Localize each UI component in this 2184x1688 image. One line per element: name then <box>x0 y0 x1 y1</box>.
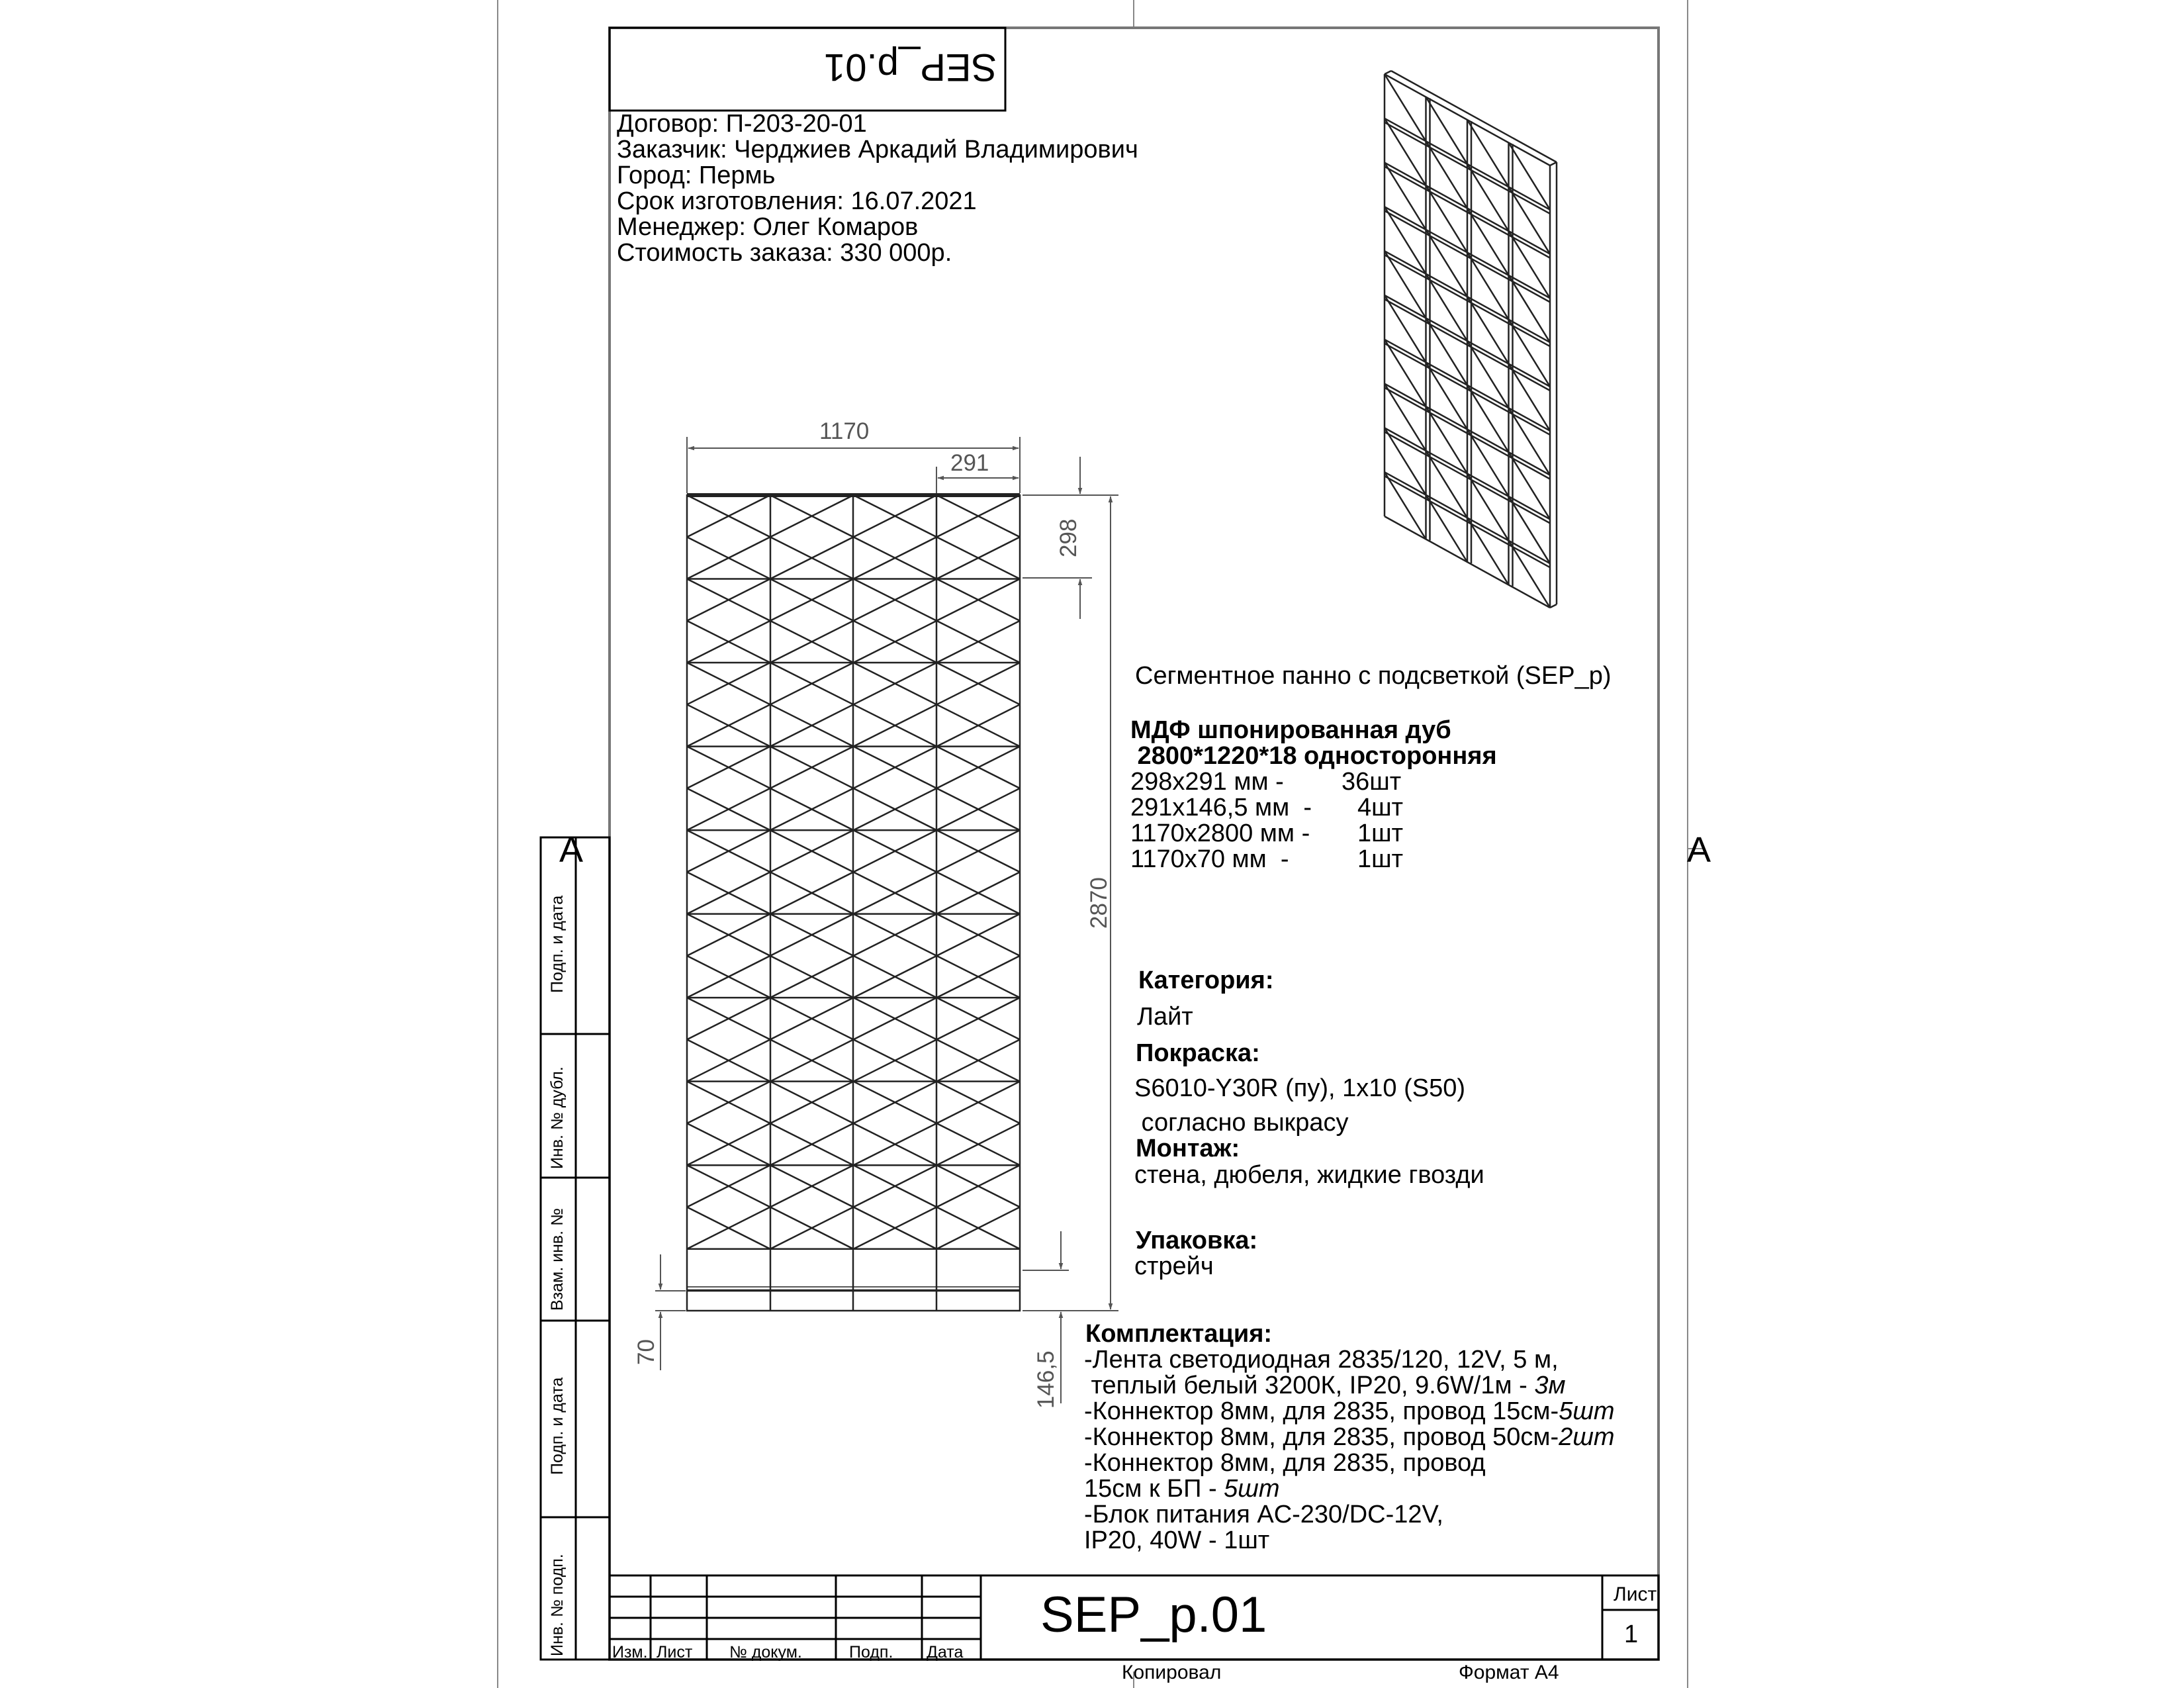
kit-line-4-text: -Коннектор 8мм, для 2835, провод 50см- <box>1084 1423 1559 1451</box>
kit-line-6-qty: 5шт <box>1224 1475 1280 1503</box>
tb-col-izm: Изм. <box>612 1643 648 1662</box>
kit-line-3-text: -Коннектор 8мм, для 2835, провод 15см- <box>1084 1397 1559 1425</box>
kit-line-4-qty: 2шт <box>1559 1423 1615 1451</box>
material-part-qty: 4шт <box>1357 794 1404 821</box>
tb-code: SEP_p.01 <box>1040 1587 1267 1643</box>
kit-line-2-qty: 3м <box>1534 1372 1566 1399</box>
tb-format: Формат А4 <box>1459 1662 1559 1683</box>
kit-line-1-text: -Лента светодиодная 2835/120, 12V, 5 м, <box>1084 1346 1559 1374</box>
pack-label: Упаковка: <box>1136 1227 1258 1254</box>
paint-value-2: согласно выкрасу <box>1134 1109 1349 1137</box>
kit-line-1 <box>1084 1347 1559 1372</box>
dim-width-segment: 291 <box>950 450 989 476</box>
order-deadline: Срок изготовления: 16.07.2021 <box>617 187 977 215</box>
category-value: Лайт <box>1137 1003 1193 1031</box>
pack-value: стрейч <box>1134 1252 1214 1280</box>
dim-height-segment: 298 <box>1056 518 1081 557</box>
material-title-2: 2800*1220*18 односторонняя <box>1130 742 1497 770</box>
material-part-qty: 1шт <box>1357 820 1404 847</box>
order-cost: Стоимость заказа: 330 000р. <box>617 239 952 267</box>
kit-line-5 <box>1084 1450 1486 1476</box>
material-part-qty: 36шт <box>1342 768 1402 796</box>
tb-col-list: Лист <box>657 1643 693 1662</box>
category-label: Категория: <box>1138 966 1274 994</box>
material-part-qty: 1шт <box>1357 845 1404 873</box>
side-stamp-inv-dupl: Инв. № дубл. <box>548 1066 567 1169</box>
side-stamp-inv-sign: Инв. № подп. <box>548 1554 567 1656</box>
tb-copied: Копировал <box>1122 1662 1222 1683</box>
kit-line-7 <box>1084 1502 1443 1527</box>
tb-sheet-label: Лист <box>1614 1583 1657 1605</box>
kit-line-3 <box>1084 1399 1615 1424</box>
paint-label: Покраска: <box>1136 1039 1260 1067</box>
kit-line-2-text: теплый белый 3200К, IP20, 9.6W/1м - <box>1084 1372 1535 1399</box>
section-marker-left: A <box>559 830 584 870</box>
panel-front-view <box>687 495 1020 1311</box>
panel-perspective-view <box>1385 71 1557 608</box>
top-code-rotated: SEP_p.01 <box>824 46 997 89</box>
material-title-1: МДФ шпонированная дуб <box>1130 716 1451 744</box>
order-contract: Договор: П-203-20-01 <box>617 110 867 138</box>
dimension-lines <box>655 437 1118 1403</box>
order-city: Город: Пермь <box>617 162 776 189</box>
kit-line-8-text: IP20, 40W - 1шт <box>1084 1526 1270 1554</box>
tb-sheet-number: 1 <box>1624 1620 1639 1648</box>
tb-col-doc: № докум. <box>729 1643 802 1662</box>
material-part-size: 291x146,5 мм - <box>1130 794 1312 821</box>
kit-line-4 <box>1084 1425 1615 1450</box>
material-part-size: 298x291 мм - <box>1130 768 1284 796</box>
material-part-size: 1170x2800 мм - <box>1130 820 1310 847</box>
side-stamp-replace-inv: Взам. инв. № <box>548 1208 567 1311</box>
kit-line-2 <box>1084 1373 1566 1398</box>
product-title: Сегментное панно с подсветкой (SEP_p) <box>1135 662 1612 690</box>
order-manager: Менеджер: Олег Комаров <box>617 213 919 241</box>
kit-label: Комплектация: <box>1085 1320 1273 1348</box>
dim-width-total: 1170 <box>819 418 870 444</box>
section-marker-right: A <box>1687 830 1711 870</box>
kit-line-7-text: -Блок питания AC-230/DC-12V, <box>1084 1501 1443 1528</box>
side-stamp-sign-date-1: Подп. и дата <box>548 895 567 993</box>
tb-col-date: Дата <box>927 1643 964 1662</box>
mount-label: Монтаж: <box>1136 1135 1240 1162</box>
side-stamp-sign-date-2: Подп. и дата <box>548 1377 567 1475</box>
dim-base-height: 70 <box>633 1339 659 1365</box>
paint-value-1: S6010-Y30R (пу), 1x10 (S50) <box>1134 1074 1466 1102</box>
kit-line-5-text: -Коннектор 8мм, для 2835, провод <box>1084 1449 1486 1477</box>
order-customer: Заказчик: Черджиев Аркадий Владимирович <box>617 136 1138 164</box>
kit-line-8 <box>1084 1528 1269 1553</box>
kit-line-3-qty: 5шт <box>1559 1397 1615 1425</box>
kit-line-6 <box>1084 1476 1280 1501</box>
dim-height-total: 2870 <box>1086 877 1112 929</box>
kit-line-6-text: 15см к БП - <box>1084 1475 1224 1503</box>
mount-value: стена, дюбеля, жидкие гвозди <box>1134 1161 1484 1189</box>
material-part-size: 1170x70 мм - <box>1130 845 1289 873</box>
dim-half-segment: 146,5 <box>1033 1350 1059 1409</box>
tb-col-podp: Подп. <box>849 1643 893 1662</box>
